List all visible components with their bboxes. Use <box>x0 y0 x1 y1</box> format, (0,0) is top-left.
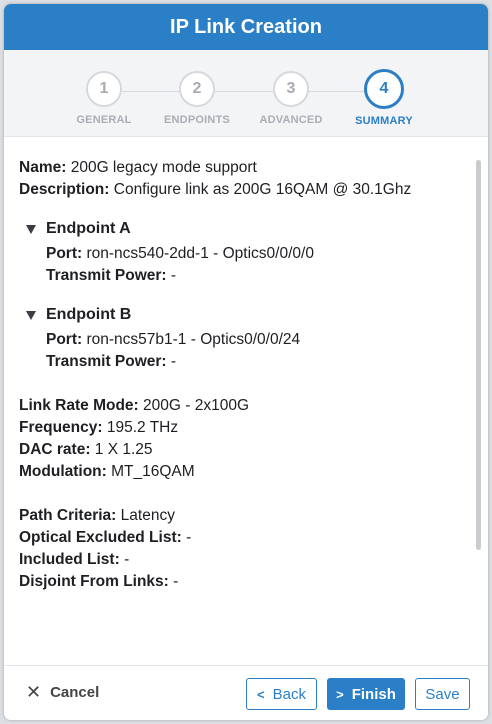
cancel-button[interactable] <box>26 682 99 703</box>
port-value: ron-ncs540-2dd-1 - Optics0/0/0/0 <box>86 245 314 262</box>
cancel-label: Cancel <box>50 684 100 701</box>
ip-link-creation-dialog <box>4 4 488 720</box>
port-label: Port: <box>46 331 83 348</box>
endpoint-a-details <box>19 243 459 287</box>
transmit-power-label: Transmit Power: <box>46 267 167 284</box>
dac-rate-value: 1 X 1.25 <box>94 441 153 458</box>
disjoint-links-label: Disjoint From Links: <box>19 573 169 590</box>
step-advanced[interactable] <box>246 71 336 126</box>
optical-excluded-row <box>19 527 459 549</box>
modulation-value: MT_16QAM <box>111 463 195 480</box>
optical-excluded-value: - <box>186 529 192 546</box>
back-button[interactable] <box>246 678 317 710</box>
close-icon: ✕ <box>26 682 42 702</box>
step-general[interactable] <box>59 71 149 126</box>
disjoint-links-value: - <box>173 573 179 590</box>
name-value: 200G legacy mode support <box>70 159 257 176</box>
dac-rate-label: DAC rate: <box>19 441 91 458</box>
modulation-row <box>19 461 459 483</box>
step-number: 3 <box>273 71 309 107</box>
back-label: Back <box>272 685 306 703</box>
included-list-label: Included List: <box>19 551 120 568</box>
name-label: Name: <box>19 159 67 176</box>
endpoint-b-toggle[interactable] <box>19 304 459 326</box>
summary-panel <box>4 154 474 662</box>
path-criteria-label: Path Criteria: <box>19 507 117 524</box>
frequency-value: 195.2 THz <box>106 419 179 436</box>
transmit-power-value: - <box>170 267 177 284</box>
endpoint-a-toggle[interactable] <box>19 218 459 240</box>
port-label: Port: <box>46 245 83 262</box>
endpoint-b-title: Endpoint B <box>46 306 132 323</box>
frequency-row <box>19 417 459 439</box>
save-button[interactable]: Save <box>415 678 470 710</box>
chevron-right-icon: > <box>336 686 344 702</box>
endpoint-b-details <box>19 329 459 373</box>
step-endpoints[interactable] <box>152 71 242 126</box>
endpoint-a-title: Endpoint A <box>46 220 131 237</box>
disjoint-links-row <box>19 571 459 593</box>
transmit-power-label: Transmit Power: <box>46 353 167 370</box>
finish-label: Finish <box>351 685 396 703</box>
included-list-row <box>19 549 459 571</box>
path-criteria-value: Latency <box>120 507 175 524</box>
link-rate-row <box>19 395 459 417</box>
name-row <box>19 157 459 179</box>
optical-excluded-label: Optical Excluded List: <box>19 529 182 546</box>
frequency-label: Frequency: <box>19 419 103 436</box>
included-list-value: - <box>124 551 130 568</box>
step-label: ADVANCED <box>259 114 323 126</box>
dialog-title: IP Link Creation <box>4 4 488 50</box>
link-rate-label: Link Rate Mode: <box>19 397 139 414</box>
caret-down-icon <box>26 311 36 320</box>
finish-button[interactable] <box>327 678 405 710</box>
dialog-footer <box>4 665 488 720</box>
path-criteria-row <box>19 505 459 527</box>
link-rate-value: 200G - 2x100G <box>143 397 249 414</box>
step-number: 1 <box>86 71 122 107</box>
dac-rate-row <box>19 439 459 461</box>
wizard-stepper <box>4 50 488 137</box>
description-row <box>19 179 459 201</box>
content-scrollbar[interactable] <box>476 160 481 550</box>
step-label: ENDPOINTS <box>164 114 230 126</box>
caret-down-icon <box>26 225 36 234</box>
modulation-label: Modulation: <box>19 463 107 480</box>
step-number: 4 <box>364 69 404 109</box>
transmit-power-value: - <box>170 353 177 370</box>
step-summary[interactable] <box>339 69 429 127</box>
port-value: ron-ncs57b1-1 - Optics0/0/0/24 <box>86 331 301 348</box>
step-label: SUMMARY <box>355 115 413 127</box>
step-number: 2 <box>179 71 215 107</box>
chevron-left-icon: < <box>257 686 265 702</box>
step-label: GENERAL <box>76 114 132 126</box>
description-label: Description: <box>19 181 110 198</box>
description-value: Configure link as 200G 16QAM @ 30.1Ghz <box>113 181 412 198</box>
